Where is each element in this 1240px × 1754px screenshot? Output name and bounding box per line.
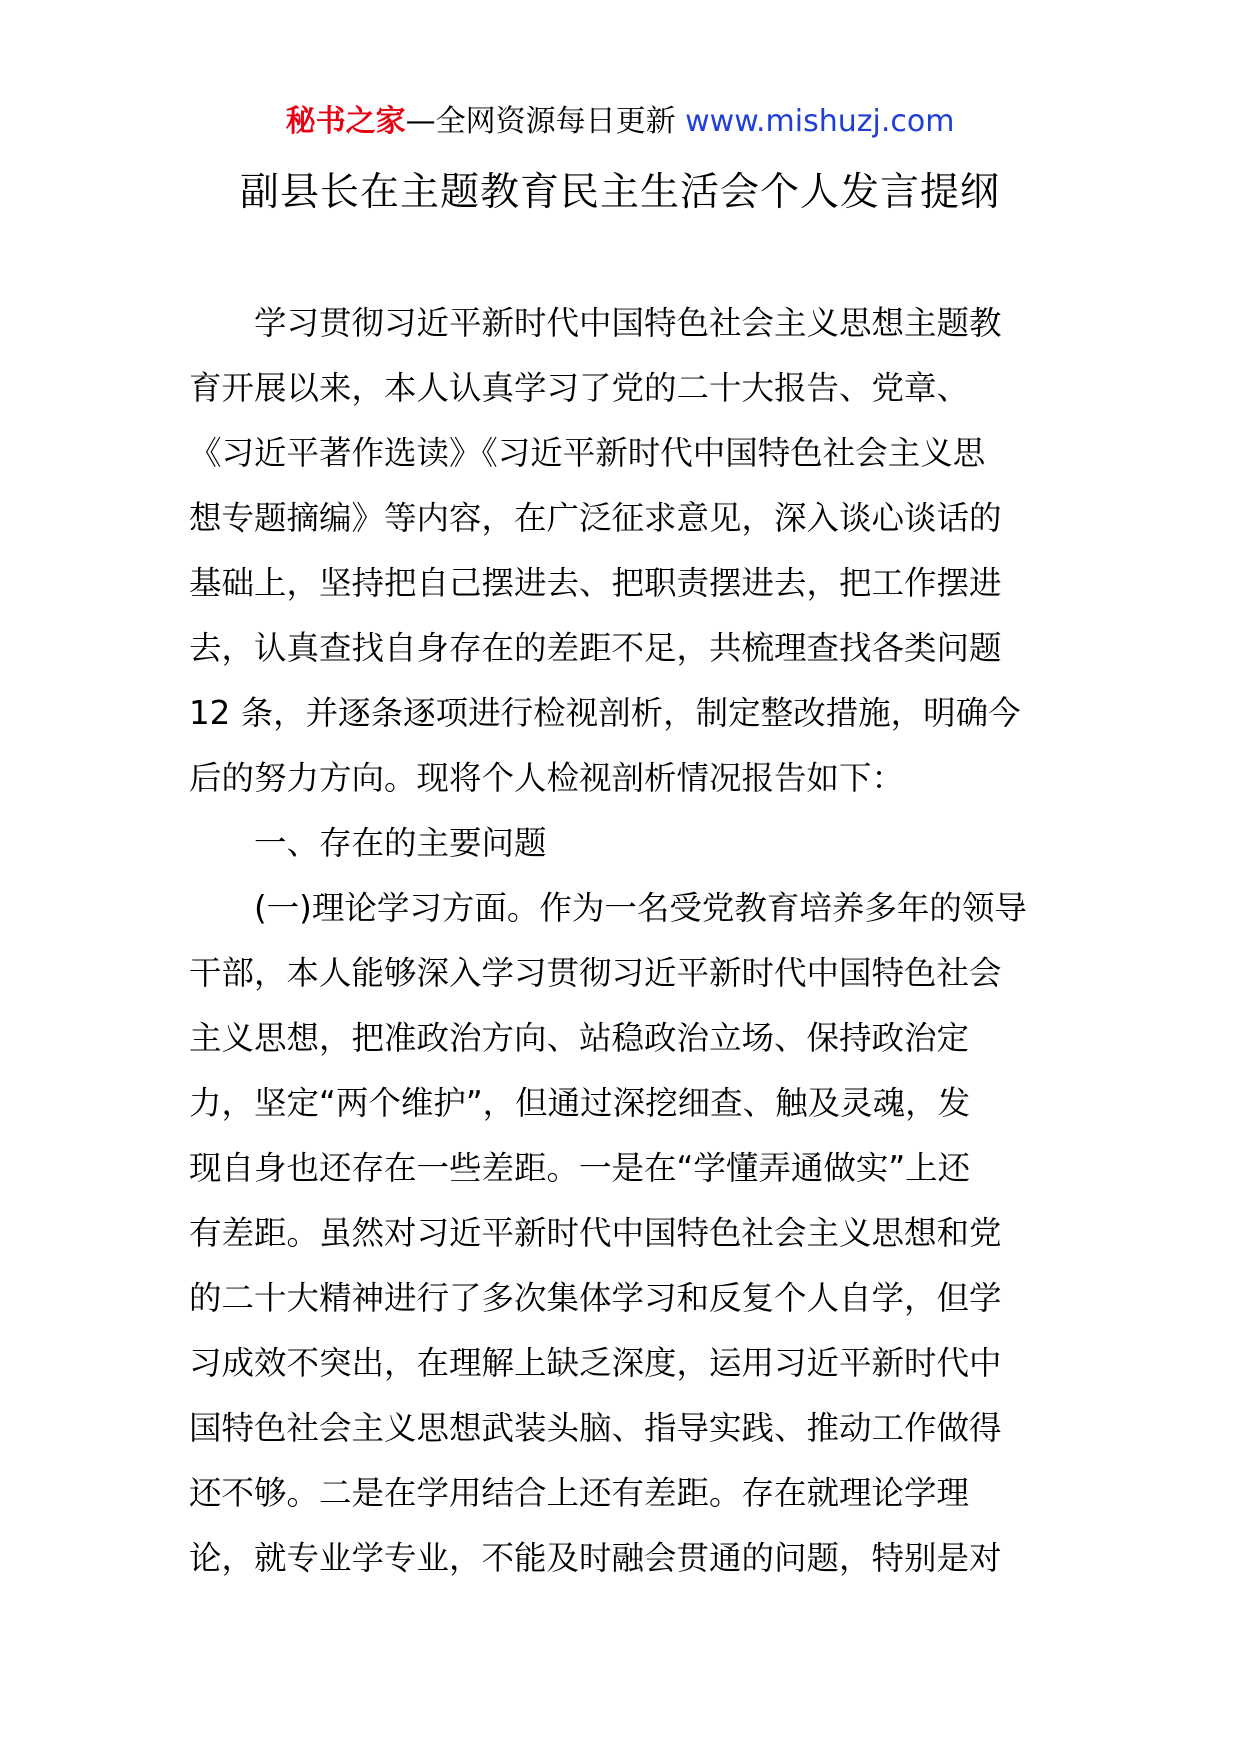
section-heading: 一、存在的主要问题 [254, 824, 547, 862]
document-body [189, 291, 1059, 1591]
paragraph-line: 主义思想，把准政治方向、站稳政治立场、保持政治定 [189, 1019, 970, 1057]
paragraph-line: 后的努力方向。现将个人检视剖析情况报告如下： [189, 759, 905, 797]
paragraph-line: 12 条，并逐条逐项进行检视剖析，制定整改措施，明确今 [189, 694, 1021, 732]
document-title: 副县长在主题教育民主生活会个人发言提纲 [239, 170, 1000, 215]
site-header [0, 98, 1240, 146]
site-brand: 秘书之家 [285, 104, 406, 139]
paragraph-line: 现自身也还存在一些差距。一是在“学懂弄通做实”上还 [189, 1149, 971, 1187]
site-url-link[interactable]: www.mishuzj.com [685, 104, 955, 139]
paragraph-line: 论，就专业学专业，不能及时融会贯通的问题，特别是对 [189, 1539, 1002, 1577]
paragraph-line: (一)理论学习方面。作为一名受党教育培养多年的领导 [254, 889, 1027, 927]
paragraph-line: 国特色社会主义思想武装头脑、指导实践、推动工作做得 [189, 1409, 1002, 1447]
paragraph-line: 有差距。虽然对习近平新时代中国特色社会主义思想和党 [189, 1214, 1002, 1252]
paragraph-line: 还不够。二是在学用结合上还有差距。存在就理论学理 [189, 1474, 970, 1512]
paragraph-line: 力，坚定“两个维护”，但通过深挖细查、触及灵魂，发 [189, 1084, 971, 1122]
paragraph-line: 习成效不突出，在理解上缺乏深度，运用习近平新时代中 [189, 1344, 1002, 1382]
paragraph-line: 去，认真查找自身存在的差距不足，共梳理查找各类问题 [189, 629, 1002, 667]
paragraph-line: 干部，本人能够深入学习贯彻习近平新时代中国特色社会 [189, 954, 1002, 992]
paragraph-line: 基础上，坚持把自己摆进去、把职责摆进去，把工作摆进 [189, 564, 1002, 602]
paragraph-line: 想专题摘编》等内容，在广泛征求意见，深入谈心谈话的 [189, 499, 1002, 537]
paragraph-line: 的二十大精神进行了多次集体学习和反复个人自学，但学 [189, 1279, 1002, 1317]
paragraph-line: 学习贯彻习近平新时代中国特色社会主义思想主题教 [254, 304, 1002, 342]
paragraph-line: 育开展以来，本人认真学习了党的二十大报告、党章、 [189, 369, 970, 407]
paragraph-line: 《习近平著作选读》《习近平新时代中国特色社会主义思 [189, 434, 986, 472]
site-tagline: —全网资源每日更新 [405, 104, 686, 139]
